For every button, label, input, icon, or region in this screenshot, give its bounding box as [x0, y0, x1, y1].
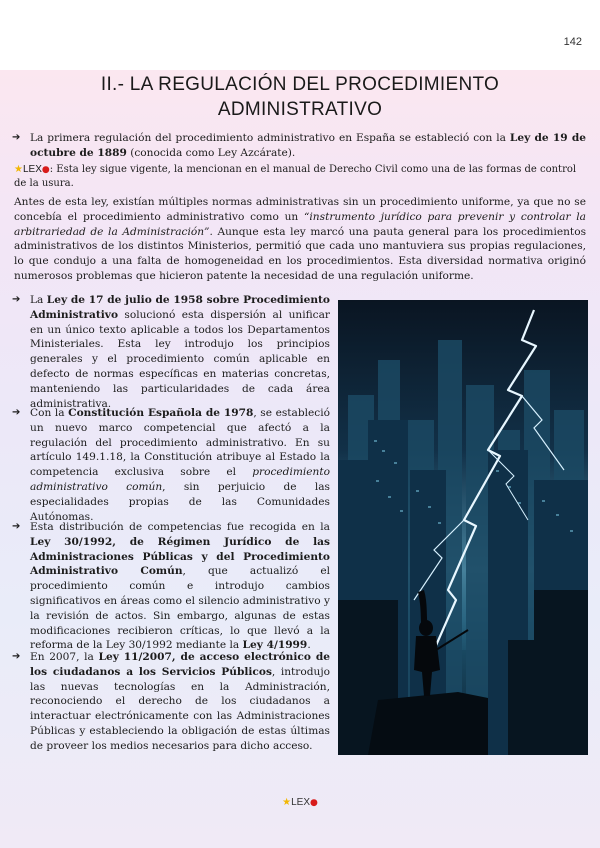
lex-note [14, 163, 586, 191]
page-footer [0, 797, 600, 808]
paragraph-ley-1889: La primera regulación del procedimiento administrativo en España se estableció con la Ley de 19 de octubre de 1889 (conocida como Ley Azcárate). [30, 132, 586, 159]
blood-drop-icon: ● [310, 798, 318, 808]
paragraph-constitucion-1978: Con la Constitución Española de 1978, se estableció un nuevo marco competencial que afectó a la regulación del procedimiento administrativo. En su artículo 149.1.18, la Constitución atribuye al Estado la competencia exclusiva sobre el procedimiento administrativo común, sin perjuicio de las especialidades propias de las Comunidades Autónomas. [30, 407, 330, 523]
section-title [40, 72, 560, 122]
arrow-right-icon: ➔ [12, 407, 21, 418]
paragraph-antes-de-esta-ley: Antes de esta ley, existían múltiples normas administrativas sin un procedimiento uniforme, ya que no se concebía el procedimiento administrativo como un “instrumento jurídico para prevenir y controlar la arbitrariedad de la Administración”. Aunque esta ley marcó una pauta general para los procedimientos administrativos de los distintos Ministerios, permitió que cada uno mantuviera sus propias regulaciones, lo que condujo a una falta de homogeneidad en los procedimientos. Esta diversidad normativa originó numerosos problemas que hicieron patente la necesidad de una regulación uniforme. [14, 196, 587, 282]
constitucion-1978: Constitución Española de 1978 [68, 407, 254, 419]
law-1889: Ley de 19 de octubre de 1889 [30, 132, 586, 159]
arrow-right-icon: ➔ [12, 132, 21, 143]
law-4-1999: Ley 4/1999 [242, 639, 308, 652]
title-line-1: II.- LA REGULACIÓN DEL PROCEDIMIENTO [100, 74, 500, 95]
lex-label: LEX [22, 164, 42, 175]
page-number: 142 [563, 36, 582, 48]
footer-lex-label: LEX [291, 797, 310, 808]
city-lightning-illustration [338, 300, 588, 755]
title-line-2: ADMINISTRATIVO [217, 99, 383, 120]
arrow-right-icon: ➔ [12, 651, 21, 662]
quote-instrumento-juridico: “instrumento jurídico para prevenir y controlar la arbitrariedad de la Administración” [14, 210, 586, 238]
paragraph-ley-30-1992: Esta distribución de competencias fue recogida en la Ley 30/1992, de Régimen Jurídico de las Administraciones Públicas y del Procedimiento Administrativo Común, que actualizó el procedimiento común e introdujo cambios significativos en áreas como el silencio administrativo y la revisión de actos. Sin embargo, algunas de estas modificaciones recibieron críticas, lo que llevó a la reforma de la Ley 30/1992 mediante la Ley 4/1999. [30, 521, 330, 652]
paragraph-ley-1958: La Ley de 17 de julio de 1958 sobre Procedimiento Administrativo solucionó esta dispersión al unificar en un único texto aplicable a todos los Departamentos Ministeriales. Esta ley introdujo los principios generales y el procedimiento común aplicable en defecto de normas específicas en materias concretas, manteniendo las particularidades de cada área administrativa. [30, 294, 330, 410]
blood-drop-icon: ● [41, 165, 50, 175]
law-1958: Ley de 17 de julio de 1958 sobre Procedimiento Administrativo [30, 294, 330, 321]
law-11-2007: Ley 11/2007, de acceso electrónico de los ciudadanos a los Servicios Públicos [30, 651, 330, 678]
arrow-right-icon: ➔ [12, 294, 21, 305]
lex-note-text: : Esta ley sigue vigente, la mencionan en el manual de Derecho Civil como una de las formas de control de la usura. [14, 164, 577, 189]
law-30-1992: Ley 30/1992, de Régimen Jurídico de las Administraciones Públicas y del Procedimiento Administrativo Común [30, 535, 330, 578]
paragraph-ley-11-2007: En 2007, la Ley 11/2007, de acceso electrónico de los ciudadanos a los Servicios Públicos, introdujo las nuevas tecnologías en la Administración, reconociendo el derecho de los ciudadanos a interactuar electrónicamente con las Administraciones Públicas y estableciendo la obligación de estas últimas de proveer los medios necesarios para dicho acceso. [30, 651, 330, 752]
arrow-right-icon: ➔ [12, 521, 21, 532]
procedimiento-comun-italic: procedimiento administrativo común [30, 466, 330, 493]
star-icon: ★ [14, 164, 23, 175]
star-icon: ★ [282, 797, 292, 808]
